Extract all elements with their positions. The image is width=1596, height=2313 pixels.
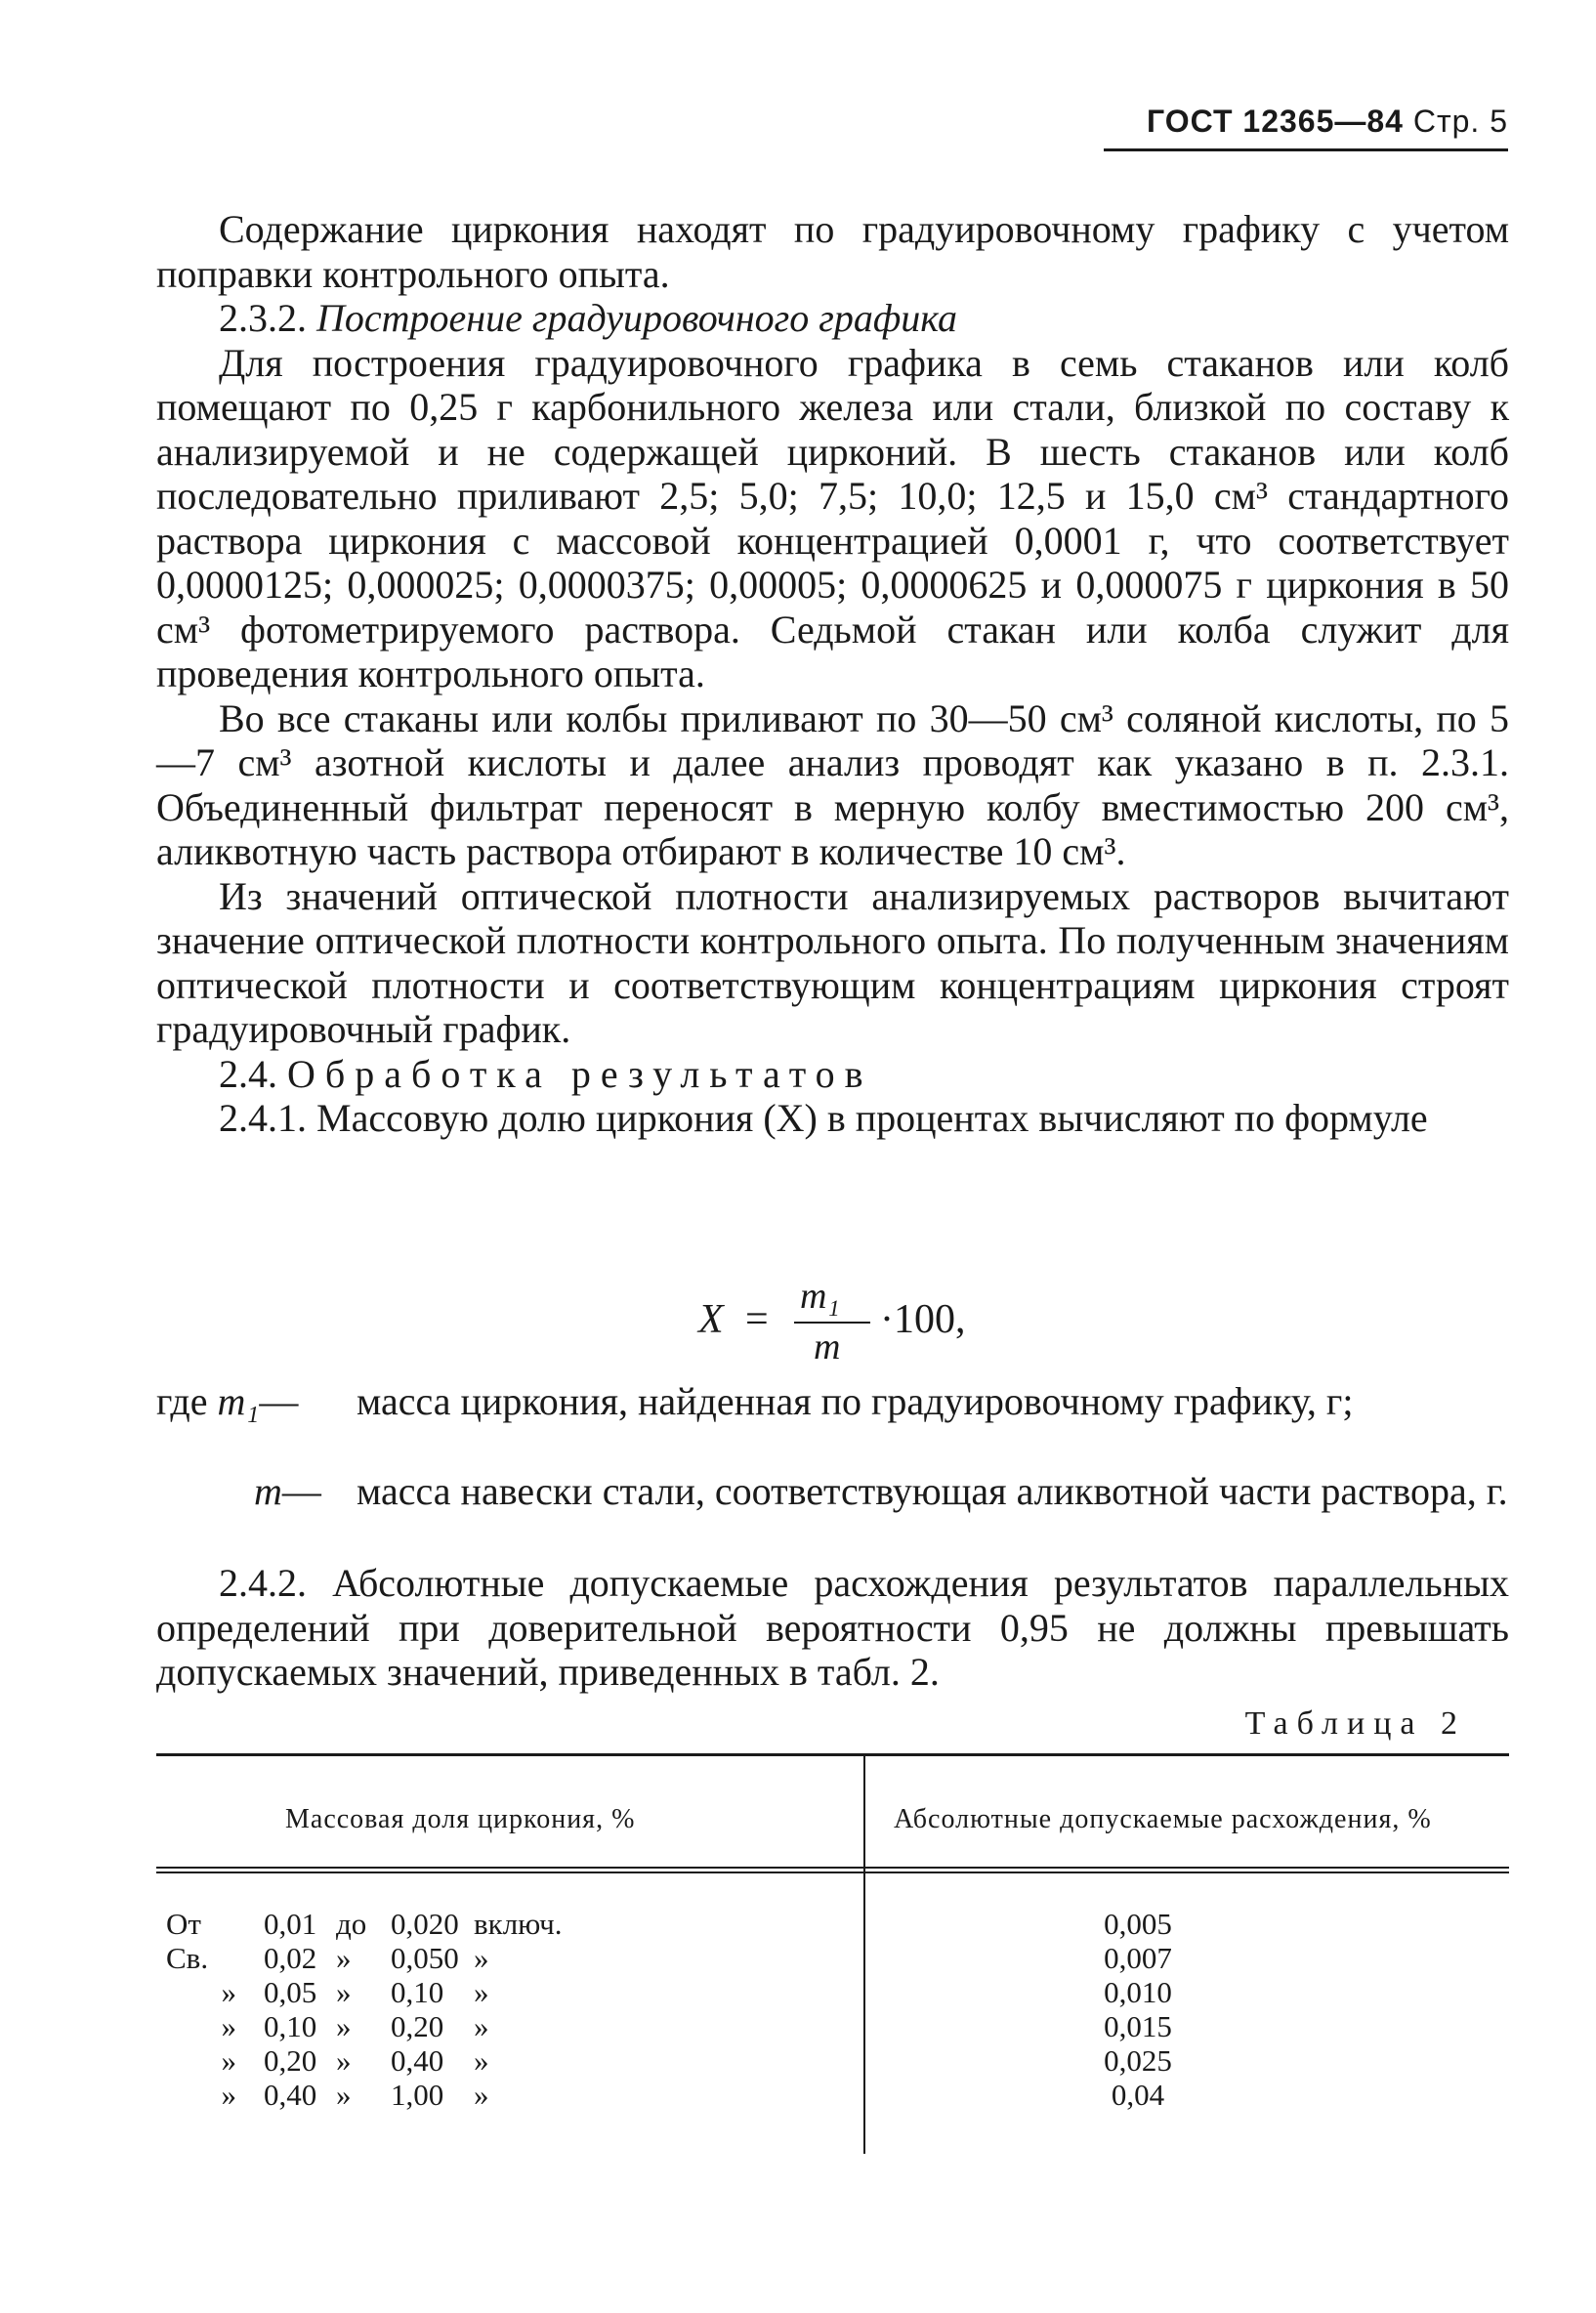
definition-symbol: m₁ xyxy=(217,1379,260,1423)
cell-to: 1,00 xyxy=(391,2078,444,2112)
cell-to: 0,050 xyxy=(391,1941,459,1975)
cell-suffix: » xyxy=(474,2043,489,2078)
cell-tolerance: 0,015 xyxy=(1104,2009,1172,2043)
cell-to-word: » xyxy=(336,1975,352,2009)
formula-denominator: m xyxy=(814,1326,841,1367)
cell-to-word: » xyxy=(336,2078,352,2112)
table-row xyxy=(156,1975,1509,2008)
paragraph: Во все стаканы или колбы приливают по 30—50 см³ соляной кислоты, по 5—7 см³ азотной кислоты и далее анализ проводят как указано в п. 2.3.1. Объединенный фильтрат переносят в мерную колбу вместимостью 200 см³, аликвотную часть раствора отбирают в количестве 10 см³. xyxy=(156,695,1509,873)
definitions xyxy=(156,1379,1514,1559)
table-header-mass-fraction: Массовая доля циркония, % xyxy=(285,1804,636,1834)
cell-suffix: » xyxy=(474,1975,489,2009)
definition-symbol: m xyxy=(254,1469,282,1513)
cell-from: 0,05 xyxy=(264,1975,317,2009)
paragraph: Из значений оптической плотности анализируемых растворов вычитают значение оптической плотности контрольного опыта. По полученным значениям оптической плотности и соответствующим концентрациям циркония строят градуировочный график. xyxy=(156,873,1509,1051)
formula xyxy=(698,1275,1089,1372)
data-table xyxy=(156,1753,1509,2164)
formula-multiplier: ·100, xyxy=(880,1297,966,1342)
cell-tolerance: 0,04 xyxy=(1111,2078,1165,2112)
cell-prefix: » xyxy=(221,1975,236,2009)
cell-suffix: » xyxy=(474,1941,489,1975)
cell-to: 0,020 xyxy=(391,1907,459,1941)
section-heading-2-4 xyxy=(156,1052,1509,1097)
page-header xyxy=(1147,104,1508,140)
cell-from: 0,02 xyxy=(264,1941,317,1975)
cell-suffix: включ. xyxy=(474,1907,563,1941)
paragraph: 2.4.2. Абсолютные допускаемые расхождения результатов параллельных определений при доверительной вероятности 0,95 не должны превышать допускаемых значений, приведенных в табл. 2. xyxy=(156,1561,1509,1694)
formula-lhs: X xyxy=(698,1297,724,1342)
definition-key xyxy=(254,1469,321,1514)
table-row xyxy=(156,1907,1509,1940)
cell-prefix: » xyxy=(221,2078,236,2112)
paragraph: Содержание циркония находят по градуировочному графику с учетом поправки контрольного опыта. xyxy=(156,207,1509,296)
section-title: Обработка результатов xyxy=(287,1051,873,1096)
standard-number: ГОСТ 12365—84 xyxy=(1147,104,1404,139)
section-number: 2.3.2. xyxy=(219,296,307,340)
cell-tolerance: 0,007 xyxy=(1104,1941,1172,1975)
definition-key xyxy=(156,1379,298,1424)
definition-text: масса циркония, найденная по градуировочному графику, г; xyxy=(357,1379,1354,1423)
definition-row xyxy=(156,1379,1514,1469)
paragraph: 2.4.1. Массовую долю циркония (X) в процентах вычисляют по формуле xyxy=(219,1096,1428,1140)
definition-dash: — xyxy=(259,1379,299,1423)
cell-to: 0,40 xyxy=(391,2043,444,2078)
formula-equals: = xyxy=(745,1297,769,1342)
table-caption: Таблица 2 xyxy=(1244,1705,1466,1742)
table-header-tolerance: Абсолютные допускаемые расхождения, % xyxy=(894,1804,1432,1834)
section-number: 2.4. xyxy=(219,1051,277,1096)
body-text-upper xyxy=(156,207,1509,1141)
formula-numerator: m₁ xyxy=(800,1276,840,1317)
cell-to-word: » xyxy=(336,2043,352,2078)
cell-prefix: Св. xyxy=(166,1941,209,1975)
cell-from: 0,40 xyxy=(264,2078,317,2112)
definition-dash: — xyxy=(281,1469,321,1513)
cell-to: 0,10 xyxy=(391,1975,444,2009)
cell-tolerance: 0,010 xyxy=(1104,1975,1172,2009)
cell-to-word: до xyxy=(336,1907,367,1941)
table-rule-header xyxy=(156,1867,1509,1869)
table-row xyxy=(156,2078,1509,2111)
definition-row xyxy=(156,1469,1514,1559)
cell-prefix: От xyxy=(166,1907,201,1941)
cell-from: 0,10 xyxy=(264,2009,317,2043)
definition-text: масса навески стали, соответствующая аликвотной части раствора, г. xyxy=(357,1469,1508,1513)
table-rule-top xyxy=(156,1753,1509,1756)
page-number: Стр. 5 xyxy=(1412,104,1508,139)
cell-suffix: » xyxy=(474,2009,489,2043)
cell-tolerance: 0,005 xyxy=(1104,1907,1172,1941)
cell-prefix: » xyxy=(221,2043,236,2078)
table-row xyxy=(156,1941,1509,1974)
table-row xyxy=(156,2043,1509,2077)
section-title: Построение градуировочного графика xyxy=(316,296,957,340)
cell-to: 0,20 xyxy=(391,2009,444,2043)
body-text-lower xyxy=(156,1561,1509,1695)
cell-suffix: » xyxy=(474,2078,489,2112)
cell-from: 0,20 xyxy=(264,2043,317,2078)
table-rule-header-double xyxy=(156,1871,1509,1873)
paragraph: Для построения градуировочного графика в семь стаканов или колб помещают по 0,25 г карбонильного железа или стали, близкой по составу к анализируемой и не содержащей цирконий. В шесть стаканов или колб последовательно приливают 2,5; 5,0; 7,5; 10,0; 12,5 и 15,0 см³ стандартного раствора циркония с массовой концентрацией 0,0001 г, что соответствует 0,0000125; 0,000025; 0,0000375; 0,00005; 0,0000625 и 0,000075 г циркония в 50 см³ фотометрируемого раствора. Седьмой стакан или колба служит для проведения контрольного опыта. xyxy=(156,340,1509,695)
fraction-bar xyxy=(794,1322,870,1324)
section-heading-2-3-2 xyxy=(156,296,1509,341)
definition-prefix: где xyxy=(156,1379,208,1423)
cell-to-word: » xyxy=(336,1941,352,1975)
header-rule xyxy=(1104,148,1508,151)
cell-from: 0,01 xyxy=(264,1907,317,1941)
cell-tolerance: 0,025 xyxy=(1104,2043,1172,2078)
table-row xyxy=(156,2009,1509,2042)
cell-prefix: » xyxy=(221,2009,236,2043)
cell-to-word: » xyxy=(336,2009,352,2043)
